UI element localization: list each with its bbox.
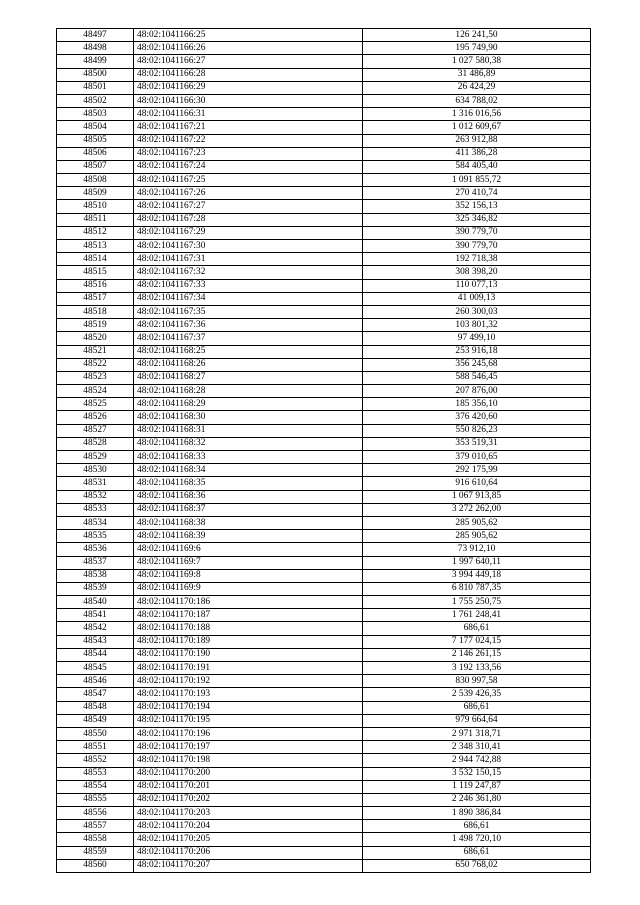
row-number-cell: 48512 xyxy=(57,226,134,239)
table-row xyxy=(57,108,591,121)
cadastral-value-cell: 2 348 310,41 xyxy=(363,741,591,754)
row-number-cell: 48540 xyxy=(57,596,134,609)
cadastral-value-cell: 584 405,40 xyxy=(363,160,591,173)
table-row xyxy=(57,793,591,806)
cadastral-number-cell: 48:02:1041168:29 xyxy=(134,398,363,411)
cadastral-number-cell: 48:02:1041167:25 xyxy=(134,174,363,187)
row-number-cell: 48559 xyxy=(57,846,134,859)
cadastral-number-cell: 48:02:1041167:24 xyxy=(134,160,363,173)
cadastral-value-cell: 390 779,70 xyxy=(363,240,591,253)
cadastral-number-cell: 48:02:1041168:37 xyxy=(134,503,363,516)
cadastral-number-cell: 48:02:1041168:36 xyxy=(134,490,363,503)
table-row xyxy=(57,187,591,200)
row-number-cell: 48509 xyxy=(57,187,134,200)
table-row xyxy=(57,437,591,450)
cadastral-value-table xyxy=(56,28,591,873)
cadastral-value-cell: 26 424,29 xyxy=(363,81,591,94)
row-number-cell: 48507 xyxy=(57,160,134,173)
cadastral-number-cell: 48:02:1041168:26 xyxy=(134,358,363,371)
row-number-cell: 48532 xyxy=(57,490,134,503)
table-row xyxy=(57,503,591,516)
table-row xyxy=(57,29,591,42)
cadastral-value-cell: 686,61 xyxy=(363,701,591,714)
cadastral-number-cell: 48:02:1041168:30 xyxy=(134,411,363,424)
cadastral-number-cell: 48:02:1041170:196 xyxy=(134,727,363,740)
cadastral-number-cell: 48:02:1041167:22 xyxy=(134,134,363,147)
row-number-cell: 48498 xyxy=(57,42,134,55)
cadastral-number-cell: 48:02:1041166:30 xyxy=(134,94,363,107)
cadastral-value-cell: 379 010,65 xyxy=(363,451,591,464)
cadastral-value-cell: 650 768,02 xyxy=(363,859,591,872)
row-number-cell: 48551 xyxy=(57,741,134,754)
row-number-cell: 48542 xyxy=(57,622,134,635)
row-number-cell: 48520 xyxy=(57,332,134,345)
row-number-cell: 48553 xyxy=(57,767,134,780)
table-row xyxy=(57,266,591,279)
cadastral-value-cell: 2 971 318,71 xyxy=(363,727,591,740)
cadastral-value-cell: 1 316 016,56 xyxy=(363,108,591,121)
table-row xyxy=(57,688,591,701)
table-row xyxy=(57,807,591,820)
cadastral-number-cell: 48:02:1041167:28 xyxy=(134,213,363,226)
table-row xyxy=(57,134,591,147)
row-number-cell: 48527 xyxy=(57,424,134,437)
table-row xyxy=(57,741,591,754)
table-row xyxy=(57,846,591,859)
cadastral-number-cell: 48:02:1041167:36 xyxy=(134,319,363,332)
table-row xyxy=(57,675,591,688)
row-number-cell: 48534 xyxy=(57,516,134,529)
table-row xyxy=(57,226,591,239)
cadastral-value-cell: 550 826,23 xyxy=(363,424,591,437)
cadastral-value-cell: 263 912,88 xyxy=(363,134,591,147)
table-row xyxy=(57,160,591,173)
table-row xyxy=(57,648,591,661)
table-row xyxy=(57,253,591,266)
row-number-cell: 48514 xyxy=(57,253,134,266)
cadastral-value-cell: 2 246 361,80 xyxy=(363,793,591,806)
row-number-cell: 48560 xyxy=(57,859,134,872)
table-row xyxy=(57,582,591,595)
row-number-cell: 48523 xyxy=(57,371,134,384)
cadastral-number-cell: 48:02:1041168:28 xyxy=(134,385,363,398)
cadastral-value-cell: 126 241,50 xyxy=(363,29,591,42)
cadastral-value-cell: 103 801,32 xyxy=(363,319,591,332)
cadastral-number-cell: 48:02:1041170:203 xyxy=(134,807,363,820)
table-row xyxy=(57,121,591,134)
cadastral-number-cell: 48:02:1041167:21 xyxy=(134,121,363,134)
cadastral-value-cell: 353 519,31 xyxy=(363,437,591,450)
cadastral-value-cell: 1 755 250,75 xyxy=(363,596,591,609)
cadastral-number-cell: 48:02:1041170:197 xyxy=(134,741,363,754)
cadastral-value-cell: 356 245,68 xyxy=(363,358,591,371)
row-number-cell: 48513 xyxy=(57,240,134,253)
table-row xyxy=(57,767,591,780)
row-number-cell: 48554 xyxy=(57,780,134,793)
row-number-cell: 48548 xyxy=(57,701,134,714)
cadastral-value-cell: 1 091 855,72 xyxy=(363,174,591,187)
cadastral-number-cell: 48:02:1041166:31 xyxy=(134,108,363,121)
cadastral-number-cell: 48:02:1041170:194 xyxy=(134,701,363,714)
table-row xyxy=(57,820,591,833)
row-number-cell: 48504 xyxy=(57,121,134,134)
table-row xyxy=(57,464,591,477)
table-row xyxy=(57,569,591,582)
cadastral-number-cell: 48:02:1041170:204 xyxy=(134,820,363,833)
cadastral-value-cell: 285 905,62 xyxy=(363,530,591,543)
table-row xyxy=(57,358,591,371)
cadastral-value-cell: 634 788,02 xyxy=(363,94,591,107)
cadastral-number-cell: 48:02:1041169:6 xyxy=(134,543,363,556)
row-number-cell: 48545 xyxy=(57,662,134,675)
table-row xyxy=(57,662,591,675)
row-number-cell: 48536 xyxy=(57,543,134,556)
cadastral-value-cell: 1 012 609,67 xyxy=(363,121,591,134)
cadastral-number-cell: 48:02:1041168:39 xyxy=(134,530,363,543)
cadastral-number-cell: 48:02:1041168:33 xyxy=(134,451,363,464)
cadastral-value-cell: 325 346,82 xyxy=(363,213,591,226)
row-number-cell: 48521 xyxy=(57,345,134,358)
row-number-cell: 48535 xyxy=(57,530,134,543)
table-row xyxy=(57,305,591,318)
row-number-cell: 48524 xyxy=(57,385,134,398)
cadastral-value-cell: 2 944 742,88 xyxy=(363,754,591,767)
row-number-cell: 48526 xyxy=(57,411,134,424)
cadastral-value-cell: 979 664,64 xyxy=(363,714,591,727)
row-number-cell: 48550 xyxy=(57,727,134,740)
row-number-cell: 48547 xyxy=(57,688,134,701)
cadastral-number-cell: 48:02:1041167:29 xyxy=(134,226,363,239)
row-number-cell: 48539 xyxy=(57,582,134,595)
row-number-cell: 48499 xyxy=(57,55,134,68)
cadastral-number-cell: 48:02:1041167:26 xyxy=(134,187,363,200)
table-row xyxy=(57,319,591,332)
cadastral-value-cell: 41 009,13 xyxy=(363,292,591,305)
table-row xyxy=(57,68,591,81)
cadastral-value-cell: 285 905,62 xyxy=(363,516,591,529)
cadastral-value-cell: 1 027 580,38 xyxy=(363,55,591,68)
cadastral-number-cell: 48:02:1041170:201 xyxy=(134,780,363,793)
table-row xyxy=(57,279,591,292)
cadastral-number-cell: 48:02:1041170:206 xyxy=(134,846,363,859)
table-row xyxy=(57,596,591,609)
table-row xyxy=(57,42,591,55)
table-row xyxy=(57,477,591,490)
cadastral-value-cell: 2 146 261,15 xyxy=(363,648,591,661)
cadastral-number-cell: 48:02:1041167:32 xyxy=(134,266,363,279)
row-number-cell: 48500 xyxy=(57,68,134,81)
cadastral-number-cell: 48:02:1041170:202 xyxy=(134,793,363,806)
cadastral-value-cell: 390 779,70 xyxy=(363,226,591,239)
cadastral-value-cell: 686,61 xyxy=(363,820,591,833)
row-number-cell: 48543 xyxy=(57,635,134,648)
table-row xyxy=(57,622,591,635)
row-number-cell: 48503 xyxy=(57,108,134,121)
cadastral-value-cell: 3 272 262,00 xyxy=(363,503,591,516)
row-number-cell: 48530 xyxy=(57,464,134,477)
row-number-cell: 48501 xyxy=(57,81,134,94)
cadastral-value-cell: 292 175,99 xyxy=(363,464,591,477)
row-number-cell: 48515 xyxy=(57,266,134,279)
table-row xyxy=(57,398,591,411)
table-row xyxy=(57,55,591,68)
row-number-cell: 48546 xyxy=(57,675,134,688)
table-row xyxy=(57,94,591,107)
table-row xyxy=(57,292,591,305)
row-number-cell: 48502 xyxy=(57,94,134,107)
row-number-cell: 48538 xyxy=(57,569,134,582)
cadastral-value-cell: 31 486,89 xyxy=(363,68,591,81)
table-row xyxy=(57,174,591,187)
cadastral-number-cell: 48:02:1041170:186 xyxy=(134,596,363,609)
row-number-cell: 48506 xyxy=(57,147,134,160)
cadastral-number-cell: 48:02:1041167:34 xyxy=(134,292,363,305)
cadastral-number-cell: 48:02:1041170:188 xyxy=(134,622,363,635)
cadastral-number-cell: 48:02:1041167:35 xyxy=(134,305,363,318)
cadastral-value-cell: 6 810 787,35 xyxy=(363,582,591,595)
table-row xyxy=(57,424,591,437)
row-number-cell: 48549 xyxy=(57,714,134,727)
table-row xyxy=(57,345,591,358)
row-number-cell: 48544 xyxy=(57,648,134,661)
cadastral-value-cell: 3 192 133,56 xyxy=(363,662,591,675)
cadastral-value-cell: 260 300,03 xyxy=(363,305,591,318)
cadastral-number-cell: 48:02:1041170:205 xyxy=(134,833,363,846)
row-number-cell: 48525 xyxy=(57,398,134,411)
table-row xyxy=(57,530,591,543)
table-row xyxy=(57,451,591,464)
cadastral-number-cell: 48:02:1041167:30 xyxy=(134,240,363,253)
cadastral-value-cell: 1 890 386,84 xyxy=(363,807,591,820)
row-number-cell: 48517 xyxy=(57,292,134,305)
cadastral-number-cell: 48:02:1041170:195 xyxy=(134,714,363,727)
row-number-cell: 48537 xyxy=(57,556,134,569)
row-number-cell: 48505 xyxy=(57,134,134,147)
row-number-cell: 48533 xyxy=(57,503,134,516)
cadastral-value-cell: 270 410,74 xyxy=(363,187,591,200)
cadastral-number-cell: 48:02:1041170:191 xyxy=(134,662,363,675)
row-number-cell: 48529 xyxy=(57,451,134,464)
cadastral-number-cell: 48:02:1041169:9 xyxy=(134,582,363,595)
cadastral-value-cell: 411 386,28 xyxy=(363,147,591,160)
cadastral-number-cell: 48:02:1041166:29 xyxy=(134,81,363,94)
cadastral-value-cell: 2 539 426,35 xyxy=(363,688,591,701)
row-number-cell: 48556 xyxy=(57,807,134,820)
table-row xyxy=(57,754,591,767)
cadastral-number-cell: 48:02:1041168:34 xyxy=(134,464,363,477)
row-number-cell: 48510 xyxy=(57,200,134,213)
cadastral-value-cell: 192 718,38 xyxy=(363,253,591,266)
cadastral-value-cell: 686,61 xyxy=(363,846,591,859)
cadastral-number-cell: 48:02:1041169:7 xyxy=(134,556,363,569)
table-row xyxy=(57,833,591,846)
row-number-cell: 48497 xyxy=(57,29,134,42)
cadastral-number-cell: 48:02:1041170:189 xyxy=(134,635,363,648)
cadastral-value-cell: 97 499,10 xyxy=(363,332,591,345)
row-number-cell: 48518 xyxy=(57,305,134,318)
table-row xyxy=(57,200,591,213)
table-row xyxy=(57,147,591,160)
row-number-cell: 48558 xyxy=(57,833,134,846)
cadastral-number-cell: 48:02:1041168:27 xyxy=(134,371,363,384)
table-row xyxy=(57,609,591,622)
table-row xyxy=(57,727,591,740)
cadastral-value-cell: 686,61 xyxy=(363,622,591,635)
cadastral-value-cell: 916 610,64 xyxy=(363,477,591,490)
table-row xyxy=(57,714,591,727)
cadastral-value-cell: 308 398,20 xyxy=(363,266,591,279)
cadastral-value-cell: 195 749,90 xyxy=(363,42,591,55)
table-row xyxy=(57,701,591,714)
row-number-cell: 48519 xyxy=(57,319,134,332)
cadastral-value-cell: 376 420,60 xyxy=(363,411,591,424)
row-number-cell: 48541 xyxy=(57,609,134,622)
table-row xyxy=(57,780,591,793)
cadastral-number-cell: 48:02:1041170:198 xyxy=(134,754,363,767)
cadastral-number-cell: 48:02:1041170:193 xyxy=(134,688,363,701)
cadastral-value-cell: 1 498 720,10 xyxy=(363,833,591,846)
row-number-cell: 48528 xyxy=(57,437,134,450)
cadastral-number-cell: 48:02:1041168:31 xyxy=(134,424,363,437)
table-row xyxy=(57,385,591,398)
table-row xyxy=(57,332,591,345)
table-row xyxy=(57,543,591,556)
table-row xyxy=(57,859,591,872)
table-row xyxy=(57,411,591,424)
row-number-cell: 48511 xyxy=(57,213,134,226)
cadastral-number-cell: 48:02:1041168:32 xyxy=(134,437,363,450)
cadastral-value-cell: 588 546,45 xyxy=(363,371,591,384)
cadastral-value-cell: 253 916,18 xyxy=(363,345,591,358)
cadastral-number-cell: 48:02:1041168:35 xyxy=(134,477,363,490)
cadastral-value-cell: 185 356,10 xyxy=(363,398,591,411)
cadastral-number-cell: 48:02:1041167:31 xyxy=(134,253,363,266)
cadastral-value-cell: 830 997,58 xyxy=(363,675,591,688)
cadastral-number-cell: 48:02:1041166:28 xyxy=(134,68,363,81)
cadastral-value-cell: 3 532 150,15 xyxy=(363,767,591,780)
table-body xyxy=(57,29,591,873)
table-row xyxy=(57,556,591,569)
cadastral-number-cell: 48:02:1041167:33 xyxy=(134,279,363,292)
cadastral-number-cell: 48:02:1041170:207 xyxy=(134,859,363,872)
table-row xyxy=(57,371,591,384)
cadastral-value-cell: 7 177 024,15 xyxy=(363,635,591,648)
cadastral-number-cell: 48:02:1041168:25 xyxy=(134,345,363,358)
cadastral-value-cell: 73 912,10 xyxy=(363,543,591,556)
cadastral-value-cell: 207 876,00 xyxy=(363,385,591,398)
row-number-cell: 48552 xyxy=(57,754,134,767)
row-number-cell: 48522 xyxy=(57,358,134,371)
table-row xyxy=(57,213,591,226)
cadastral-value-cell: 1 761 248,41 xyxy=(363,609,591,622)
cadastral-number-cell: 48:02:1041166:26 xyxy=(134,42,363,55)
table-row xyxy=(57,516,591,529)
cadastral-number-cell: 48:02:1041170:192 xyxy=(134,675,363,688)
cadastral-value-cell: 110 077,13 xyxy=(363,279,591,292)
cadastral-value-cell: 1 997 640,11 xyxy=(363,556,591,569)
cadastral-value-cell: 1 119 247,87 xyxy=(363,780,591,793)
row-number-cell: 48531 xyxy=(57,477,134,490)
cadastral-number-cell: 48:02:1041170:190 xyxy=(134,648,363,661)
table-row xyxy=(57,81,591,94)
cadastral-number-cell: 48:02:1041166:25 xyxy=(134,29,363,42)
cadastral-value-cell: 352 156,13 xyxy=(363,200,591,213)
cadastral-number-cell: 48:02:1041166:27 xyxy=(134,55,363,68)
cadastral-number-cell: 48:02:1041170:187 xyxy=(134,609,363,622)
row-number-cell: 48557 xyxy=(57,820,134,833)
table-row xyxy=(57,240,591,253)
row-number-cell: 48555 xyxy=(57,793,134,806)
cadastral-number-cell: 48:02:1041170:200 xyxy=(134,767,363,780)
cadastral-number-cell: 48:02:1041168:38 xyxy=(134,516,363,529)
cadastral-number-cell: 48:02:1041167:23 xyxy=(134,147,363,160)
cadastral-number-cell: 48:02:1041167:27 xyxy=(134,200,363,213)
table-row xyxy=(57,490,591,503)
table-row xyxy=(57,635,591,648)
cadastral-value-cell: 3 994 449,18 xyxy=(363,569,591,582)
row-number-cell: 48508 xyxy=(57,174,134,187)
cadastral-value-cell: 1 067 913,85 xyxy=(363,490,591,503)
row-number-cell: 48516 xyxy=(57,279,134,292)
cadastral-number-cell: 48:02:1041169:8 xyxy=(134,569,363,582)
cadastral-number-cell: 48:02:1041167:37 xyxy=(134,332,363,345)
